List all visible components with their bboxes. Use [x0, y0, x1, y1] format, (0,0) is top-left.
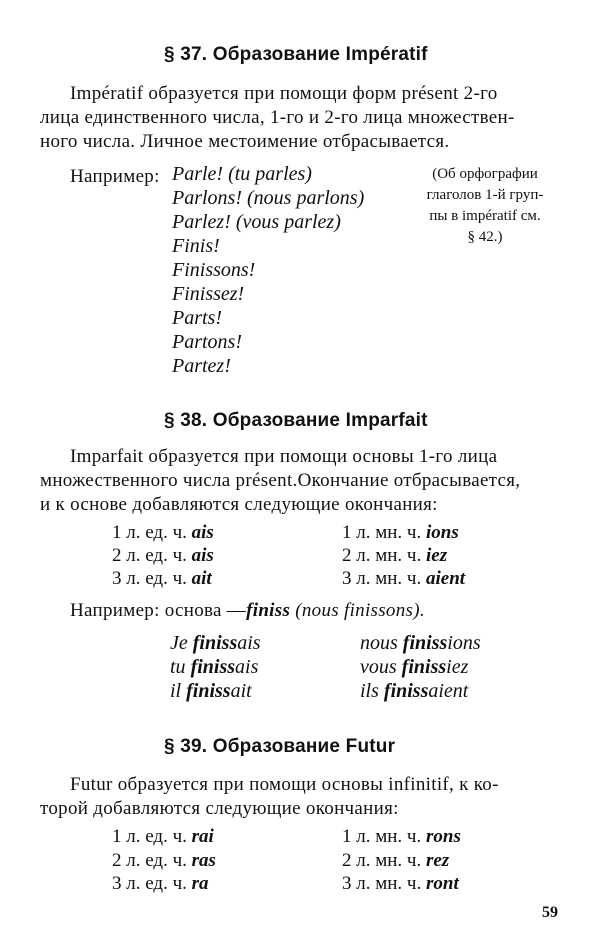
example-line: Parle! (tu parles) [172, 163, 312, 185]
conjugation-form [360, 632, 481, 655]
ending-row [342, 568, 465, 590]
paragraph-line: Impératif образуется при помощи форм présent 2-го [70, 83, 498, 104]
ending-row [342, 826, 461, 848]
ending: ras [191, 850, 216, 871]
person-label: 1 л. мн. ч. [342, 826, 422, 847]
stem: finiss [383, 680, 429, 702]
ending: rai [191, 826, 214, 847]
example-line: Finissez! [172, 283, 245, 305]
example-stem-line [70, 600, 425, 622]
side-note-line: пы в impératif см. [429, 208, 541, 224]
ending: ait [230, 680, 252, 702]
ending: ais [191, 522, 214, 543]
pronoun: ils [360, 680, 384, 702]
example-line: Parlez! (vous parlez) [172, 211, 341, 233]
ending-row [112, 545, 214, 567]
paragraph-line: множественного числа présent.Окончание отбрасывается, [40, 470, 521, 491]
pronoun: Je [170, 632, 193, 654]
person-label: 2 л. ед. ч. [112, 545, 187, 566]
pronoun: tu [170, 656, 191, 678]
person-label: 1 л. мн. ч. [342, 522, 422, 543]
ending: iez [425, 545, 448, 566]
side-note-line: глаголов 1-й груп- [426, 187, 544, 203]
ending-row [342, 522, 459, 544]
pronoun: vous [360, 656, 402, 678]
ending-row [342, 850, 449, 872]
ending: ait [191, 568, 212, 589]
ending-row [112, 522, 214, 544]
person-label: 1 л. ед. ч. [112, 826, 187, 847]
person-label: 2 л. ед. ч. [112, 850, 187, 871]
side-note-line: § 42.) [467, 229, 503, 245]
page-number: 59 [542, 904, 558, 921]
paragraph-line: и к основе добавляются следующие окончания: [40, 494, 438, 515]
side-note [405, 164, 565, 248]
person-label: 2 л. мн. ч. [342, 545, 422, 566]
ending: rons [425, 826, 461, 847]
example-line: Partons! [172, 331, 242, 353]
paragraph-line: торой добавляются следующие окончания: [40, 798, 399, 819]
ending: rez [425, 850, 450, 871]
ending: aient [425, 568, 466, 589]
stem-source: (nous finissons). [295, 600, 425, 621]
example-line: Partez! [172, 355, 231, 377]
paragraph-line: лица единственного числа, 1-го и 2-го лица множествен- [40, 107, 515, 128]
side-note-line: (Об орфографии [432, 166, 538, 182]
ending: ais [191, 545, 214, 566]
person-label: 1 л. ед. ч. [112, 522, 187, 543]
section-37-heading: § 37. Образование Impératif [164, 44, 428, 65]
stem: finiss [190, 656, 236, 678]
ending-row [112, 826, 214, 848]
example-label: Например: основа — [70, 600, 247, 621]
stem: finiss [246, 600, 291, 621]
paragraph-line: Futur образуется при помощи основы infinitif, к ко- [70, 774, 499, 795]
stem: finiss [402, 632, 448, 654]
ending-row [112, 873, 209, 895]
ending: ions [447, 632, 481, 654]
section-38-heading: § 38. Образование Imparfait [164, 410, 428, 431]
person-label: 3 л. ед. ч. [112, 568, 187, 589]
conjugation-form [170, 680, 252, 703]
person-label: 3 л. мн. ч. [342, 568, 422, 589]
pronoun: nous [360, 632, 403, 654]
example-line: Finis! [172, 235, 220, 257]
conjugation-form [360, 680, 468, 703]
example-line: Parts! [172, 307, 222, 329]
conjugation-form [360, 656, 468, 679]
paragraph-line: ного числа. Личное местоимение отбрасывается. [40, 131, 450, 152]
ending-row [342, 545, 447, 567]
person-label: 3 л. ед. ч. [112, 873, 187, 894]
ending: ais [235, 656, 259, 678]
ending: ais [237, 632, 261, 654]
example-line: Finissons! [172, 259, 256, 281]
ending: ront [425, 873, 459, 894]
stem: finiss [186, 680, 231, 702]
ending-row [112, 850, 216, 872]
section-39-heading: § 39. Образование Futur [164, 736, 396, 757]
stem: finiss [401, 656, 447, 678]
person-label: 2 л. мн. ч. [342, 850, 422, 871]
example-label: Например: [70, 166, 160, 187]
ending: ions [425, 522, 459, 543]
ending: iez [446, 656, 469, 678]
ending: ra [191, 873, 209, 894]
conjugation-form [170, 656, 258, 679]
conjugation-form [170, 632, 261, 655]
ending-row [342, 873, 459, 895]
pronoun: il [170, 680, 187, 702]
paragraph-line: Imparfait образуется при помощи основы 1-го лица [70, 446, 498, 467]
person-label: 3 л. мн. ч. [342, 873, 422, 894]
example-line: Parlons! (nous parlons) [172, 187, 365, 209]
stem: finiss [192, 632, 238, 654]
ending-row [112, 568, 212, 590]
ending: aient [428, 680, 469, 702]
